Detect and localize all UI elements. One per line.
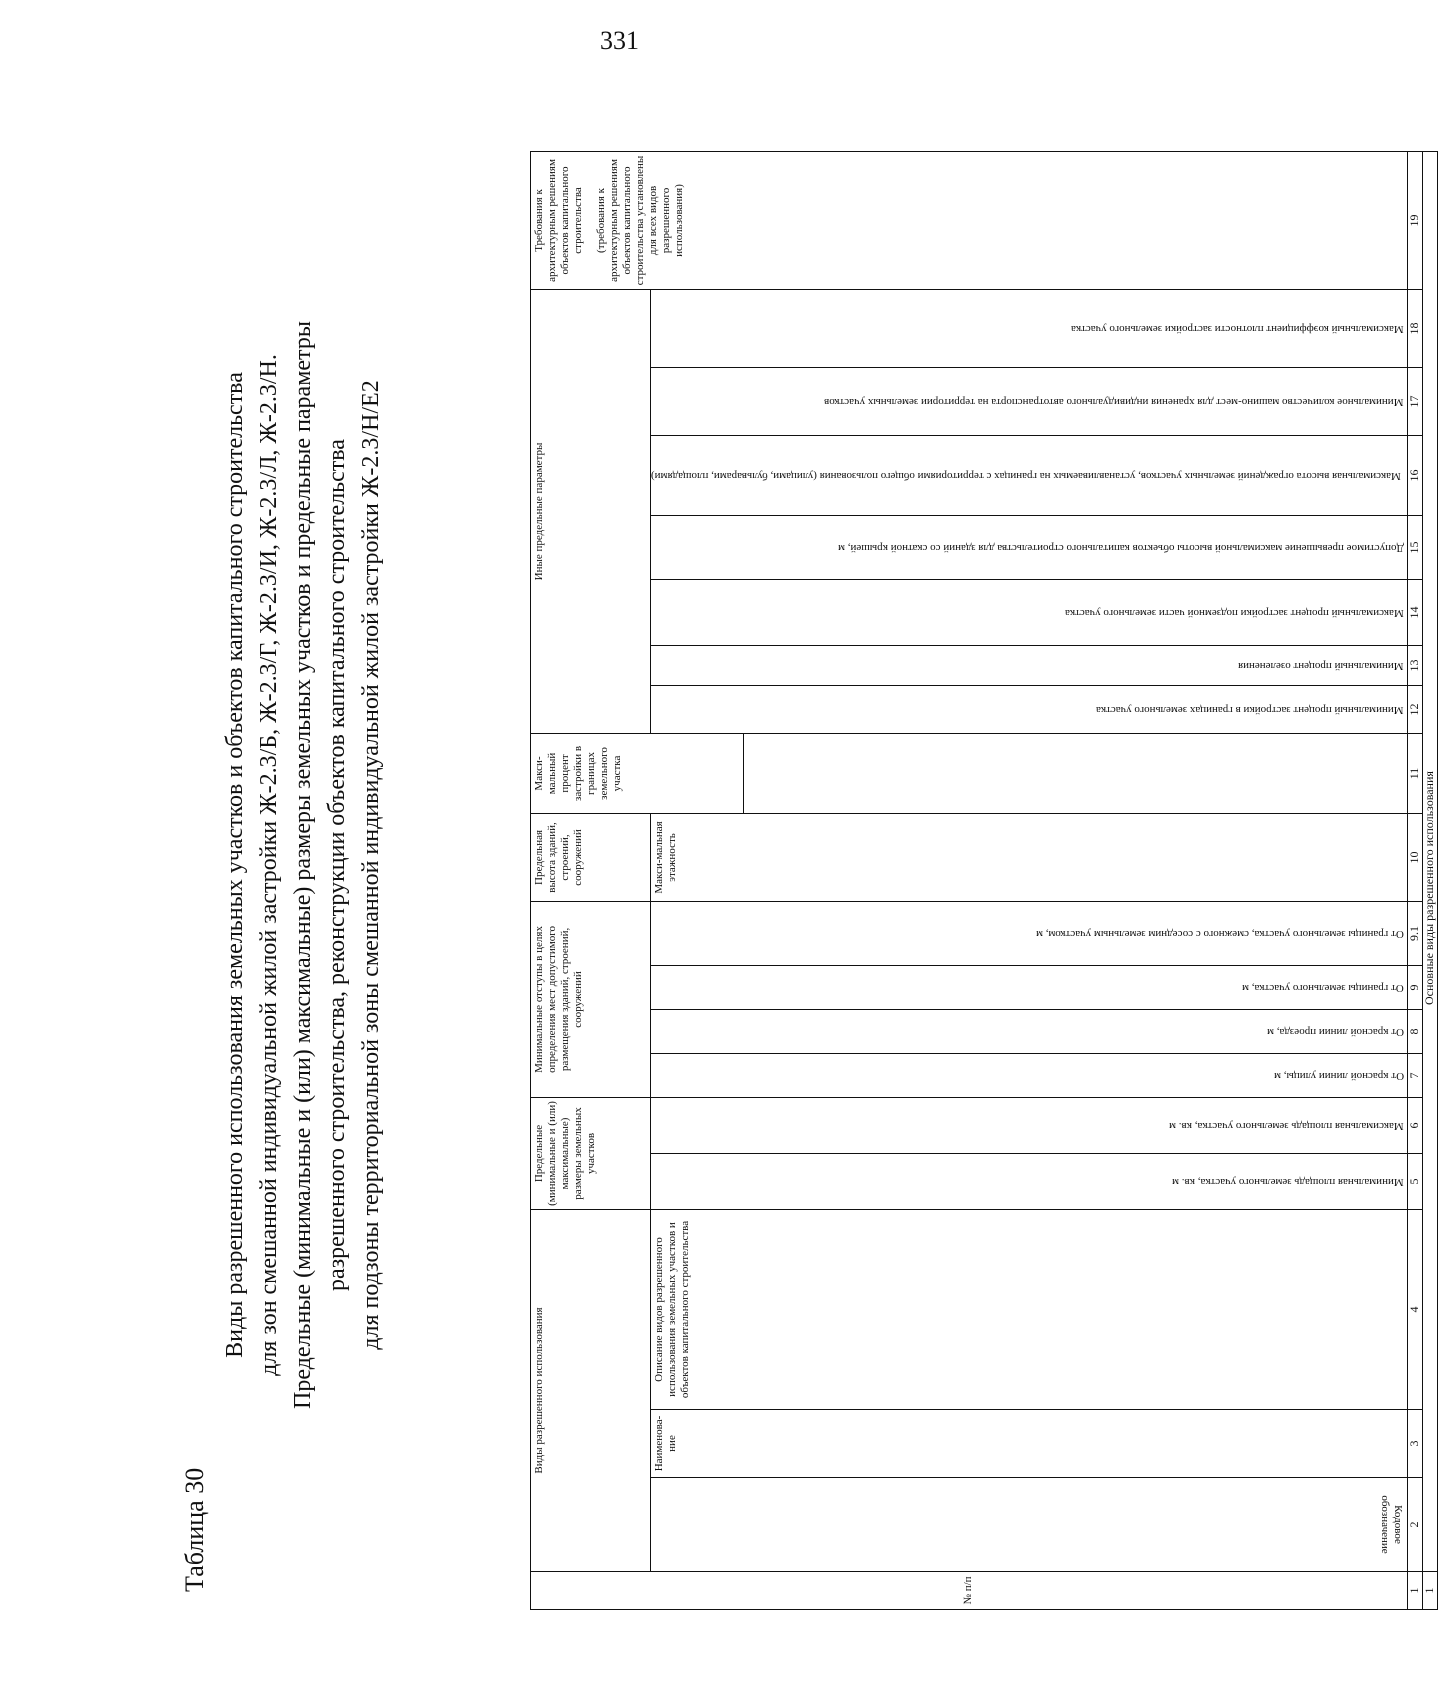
header-red-line-street: От красной линии улицы, м [651, 1053, 1408, 1097]
header-plot-border-adjacent: От границы земельного участка, смежного с соседним земельным участком, м [651, 901, 1408, 965]
header-max-floors: Макси-мальная этажность [651, 813, 1408, 901]
col-number: 12 [1407, 685, 1422, 733]
header-num: № п/п [531, 1572, 1408, 1610]
page-number: 331 [600, 26, 639, 55]
header-other-params: Иные предельные параметры [531, 289, 651, 733]
table-label: Таблица 30 [180, 1467, 209, 1592]
header-fence-height: Максимальная высота ограждений земельных участков, устанавливаемых на границах с территориями общего пользования (улицами, бульварами, площадями) [651, 435, 1408, 515]
parameters-table [530, 151, 1438, 1610]
col-number: 14 [1407, 579, 1422, 645]
col-number: 9.1 [1407, 901, 1422, 965]
header-name: Наименова-ние [651, 1410, 1408, 1478]
col-number: 16 [1407, 435, 1422, 515]
header-height: Предельная высота зданий, строений, сооружений [531, 813, 651, 901]
col-number: 18 [1407, 289, 1422, 367]
header-max-underground: Максимальный процент застройки подземной части земельного участка [651, 579, 1408, 645]
header-code: Кодовое обозначение [651, 1478, 1408, 1572]
header-density: Максимальный коэффициент плотности застройки земельного участка [651, 289, 1408, 367]
col-number: 3 [1407, 1410, 1422, 1478]
arch-requirements-title: Требования к архитектурным решениям объектов капитального строительства [533, 159, 584, 282]
header-red-line-passage: От красной линии проезда, м [651, 1009, 1408, 1053]
header-height-excess: Допустимое превышение максимальной высоты объектов капитального строительства для зданий со скатной крышей, м [651, 515, 1408, 579]
title-line: разрешенного строительства, реконструкции объектов капитального строительства [324, 439, 350, 1291]
col-number: 11 [1407, 733, 1422, 813]
header-description: Описание видов разрешенного использования земельных участков и объектов капитального строительства [651, 1210, 1408, 1410]
header-min-area: Минимальная площадь земельного участка, кв. м [651, 1154, 1408, 1210]
col-number: 7 [1407, 1053, 1422, 1097]
header-plot-border: От границы земельного участка, м [651, 965, 1408, 1009]
title-line: для зон смешанной индивидуальной жилой застройки Ж-2.3/Б, Ж-2.3/Г, Ж-2.3/И, Ж-2.3/Л, Ж-2.3/Н. [256, 354, 282, 1376]
title-line: для подзоны территориальной зоны смешанной индивидуальной жилой застройки Ж-2.3/Н/Е2 [358, 380, 384, 1350]
col-number: 19 [1407, 151, 1422, 289]
col-number: 10 [1407, 813, 1422, 901]
title-line: Виды разрешенного использования земельных участков и объектов капитального строительства [222, 372, 248, 1358]
title-line: Предельные (минимальные и (или) максимальные) размеры земельных участков и предельные параметры [290, 321, 316, 1409]
arch-requirements-note: (требования к архитектурным решениям объектов капитального строительства установлены для всех видов разрешенного использования) [595, 155, 685, 286]
header-min-built: Минимальный процент застройки в границах земельного участка [651, 685, 1408, 733]
header-parking: Минимальное количество машино-мест для хранения индивидуального автотранспорта на территории земельных участков [651, 367, 1408, 435]
col-number: 6 [1407, 1097, 1422, 1153]
col-number: 8 [1407, 1009, 1422, 1053]
header-sizes: Предельные (минимальные и (или) максимальные) размеры земельных участков [531, 1097, 651, 1209]
section-number: 1 [1422, 1572, 1437, 1610]
header-max-area: Максимальная площадь земельного участка, кв. м [651, 1097, 1408, 1153]
col-number: 4 [1407, 1210, 1422, 1410]
col-number: 17 [1407, 367, 1422, 435]
table-title [218, 300, 388, 1430]
col-number: 2 [1407, 1478, 1422, 1572]
header-vru: Виды разрешенного использования [531, 1210, 651, 1572]
col-number: 5 [1407, 1154, 1422, 1210]
rotated-sheet [150, 80, 1437, 1640]
col-number: 1 [1407, 1572, 1422, 1610]
table-container [530, 152, 1437, 1610]
header-max-built: Макси-мальный процент застройки в границах земельного участка [531, 733, 744, 813]
section-title: Основные виды разрешенного использования [1422, 151, 1437, 1571]
col-number: 15 [1407, 515, 1422, 579]
col-number: 9 [1407, 965, 1422, 1009]
header-max-built-spacer [743, 733, 1407, 813]
header-setbacks: Минимальные отступы в целях определения мест допустимого размещения зданий, строений, сооружений [531, 901, 651, 1097]
col-number: 13 [1407, 645, 1422, 685]
header-min-green: Минимальный процент озеленения [651, 645, 1408, 685]
header-arch-requirements [531, 151, 1408, 289]
